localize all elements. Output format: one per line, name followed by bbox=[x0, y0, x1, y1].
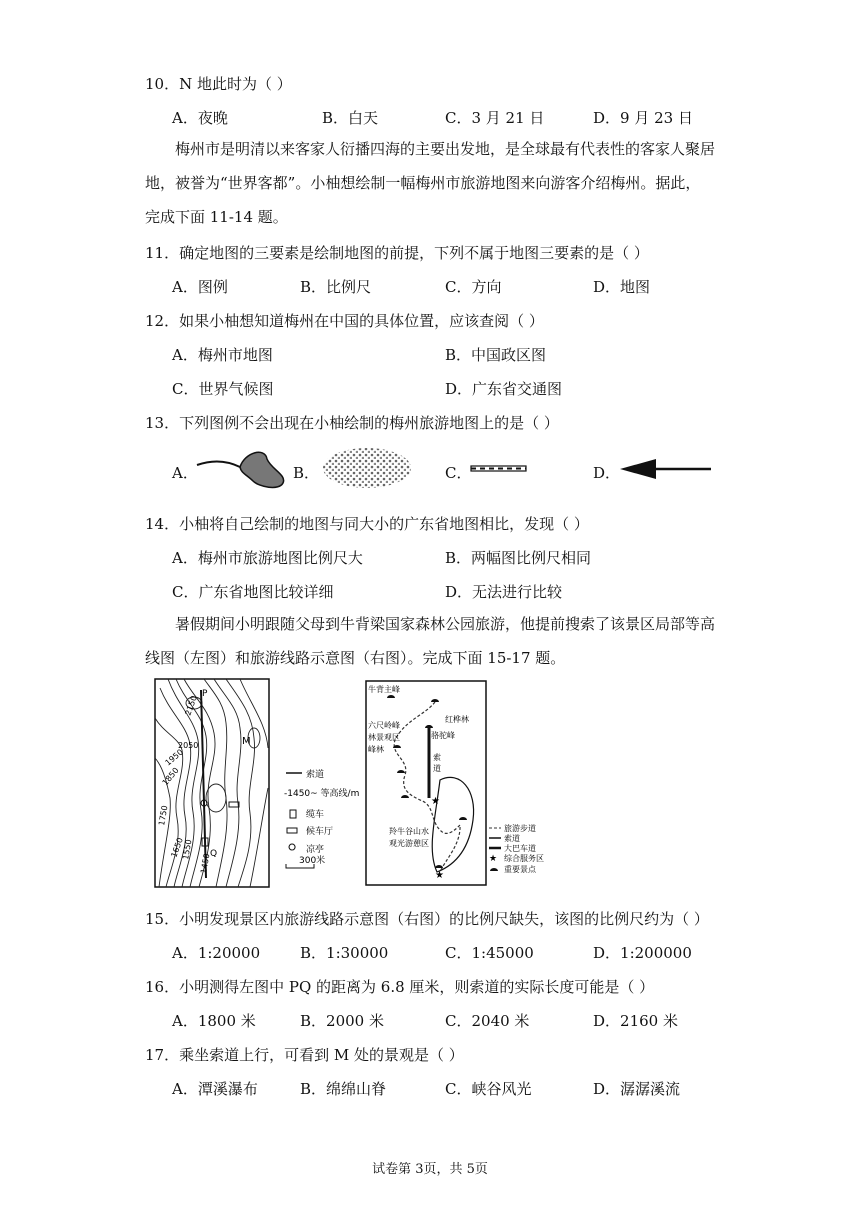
point-p: P bbox=[202, 689, 208, 699]
q16-stem: 16．小明测得左图中 PQ 的距离为 6.8 厘米，则索道的实际长度可能是（ ） bbox=[145, 978, 655, 996]
legend-cableway: 索道 bbox=[306, 770, 325, 780]
q15-option-b[interactable]: B．1:30000 bbox=[300, 944, 389, 962]
q14-stem: 14．小柚将自己绘制的地图与同大小的广东省地图相比，发现（ ） bbox=[145, 515, 589, 533]
q16-option-b[interactable]: B．2000 米 bbox=[300, 1012, 384, 1030]
q15-option-c[interactable]: C．1:45000 bbox=[445, 944, 534, 962]
label-red-birch-forest: 红桦林 bbox=[445, 715, 469, 724]
q17-stem: 17．乘坐索道上行，可看到 M 处的景观是（ ） bbox=[145, 1046, 464, 1064]
legend-pavilion-icon bbox=[289, 844, 295, 850]
svg-text:★: ★ bbox=[431, 796, 440, 807]
contour-label-1550: 1550 bbox=[181, 838, 194, 861]
q11-option-a[interactable]: A．图例 bbox=[172, 278, 228, 296]
legend-key-spot: 重要景点 bbox=[504, 865, 536, 874]
q16-option-a[interactable]: A．1800 米 bbox=[172, 1012, 256, 1030]
contour-label-2150: 2150 bbox=[183, 694, 199, 717]
legend-bus-road: 大巴车道 bbox=[504, 844, 536, 853]
contour-label-1850: 1850 bbox=[160, 765, 181, 788]
intro-paragraph-2: 暑假期间小明跟随父母到牛背梁国家森林公园旅游，他提前搜索了该景区局部等高线图（左图）和旅游线路示意图（右图）。完成下面 15-17 题。 bbox=[145, 615, 716, 667]
label-peak-forest: 峰林 bbox=[368, 745, 384, 754]
arrow-symbol bbox=[618, 458, 713, 480]
contour-label-1750: 1750 bbox=[157, 804, 170, 827]
q16-option-c[interactable]: C．2040 米 bbox=[445, 1012, 530, 1030]
q11-option-c[interactable]: C．方向 bbox=[445, 278, 502, 296]
label-valley: 羚牛谷山水 bbox=[389, 827, 429, 836]
lake-river-symbol bbox=[195, 447, 290, 492]
q17-option-a[interactable]: A．潭溪瀑布 bbox=[172, 1080, 258, 1098]
q12-option-a[interactable]: A．梅州市地图 bbox=[172, 346, 273, 364]
q12-option-c[interactable]: C．世界气候图 bbox=[172, 380, 274, 398]
q13-option-a[interactable]: A． bbox=[172, 464, 198, 482]
label-cable-2: 道 bbox=[433, 764, 441, 773]
legend-cable-car-icon bbox=[290, 810, 296, 818]
legend-service-area: 综合服务区 bbox=[504, 854, 544, 863]
contour-map bbox=[154, 678, 369, 890]
label-niubei-peak: 牛背主峰 bbox=[368, 685, 400, 694]
q10-option-c[interactable]: C．3 月 21 日 bbox=[445, 109, 545, 127]
q17-option-d[interactable]: D．潺潺溪流 bbox=[593, 1080, 681, 1098]
q13-option-d[interactable]: D． bbox=[593, 464, 621, 482]
q12-option-b[interactable]: B．中国政区图 bbox=[445, 346, 547, 364]
scale-label: 300米 bbox=[299, 856, 326, 866]
label-camel-peak: 骆驼峰 bbox=[431, 731, 455, 740]
q11-option-d[interactable]: D．地图 bbox=[593, 278, 651, 296]
tour-route-map bbox=[365, 680, 544, 888]
legend-pavilion: 凉亭 bbox=[306, 845, 325, 855]
point-q: Q bbox=[210, 849, 218, 859]
q16-option-d[interactable]: D．2160 米 bbox=[593, 1012, 678, 1030]
q12-option-d[interactable]: D．广东省交通图 bbox=[445, 380, 563, 398]
label-cable-1: 索 bbox=[433, 753, 441, 762]
svg-text:★: ★ bbox=[435, 870, 444, 881]
q13-stem: 13．下列图例不会出现在小柚绘制的梅州旅游地图上的是（ ） bbox=[145, 414, 559, 432]
q15-option-d[interactable]: D．1:200000 bbox=[593, 944, 692, 962]
contour-label-1650: 1650 bbox=[169, 836, 185, 859]
svg-text:★: ★ bbox=[489, 854, 498, 864]
point-m: M bbox=[242, 736, 251, 747]
q10-option-d[interactable]: D．9 月 23 日 bbox=[593, 109, 693, 127]
legend-waiting-hall: 候车厅 bbox=[306, 827, 334, 837]
q12-stem: 12．如果小柚想知道梅州在中国的具体位置，应该查阅（ ） bbox=[145, 312, 544, 330]
label-recreation-area: 观光游憩区 bbox=[389, 839, 429, 848]
q10-option-a[interactable]: A．夜晚 bbox=[172, 109, 228, 127]
label-liuchi-ridge: 六尺岭峰 bbox=[368, 721, 400, 730]
q14-option-a[interactable]: A．梅州市旅游地图比例尺大 bbox=[172, 549, 363, 567]
q14-option-b[interactable]: B．两幅图比例尺相同 bbox=[445, 549, 592, 567]
contour-label-2050: 2050 bbox=[178, 741, 199, 750]
q15-option-a[interactable]: A．1:20000 bbox=[172, 944, 261, 962]
q11-stem: 11．确定地图的三要素是绘制地图的前提，下列不属于地图三要素的是（ ） bbox=[145, 244, 649, 262]
q17-option-c[interactable]: C．峡谷风光 bbox=[445, 1080, 532, 1098]
q11-option-b[interactable]: B．比例尺 bbox=[300, 278, 372, 296]
q15-stem: 15．小明发现景区内旅游线路示意图（右图）的比例尺缺失，该图的比例尺约为（ ） bbox=[145, 910, 709, 928]
legend-contour: -1450~ 等高线/m bbox=[284, 789, 360, 799]
dotted-area-symbol bbox=[322, 447, 412, 489]
q13-option-b[interactable]: B． bbox=[293, 464, 320, 482]
q14-option-c[interactable]: C．广东省地图比较详细 bbox=[172, 583, 334, 601]
contour-label-1950: 1950 bbox=[163, 747, 185, 768]
q14-option-d[interactable]: D．无法进行比较 bbox=[445, 583, 563, 601]
q17-option-b[interactable]: B．绵绵山脊 bbox=[300, 1080, 387, 1098]
legend-waiting-hall-icon bbox=[287, 828, 297, 833]
page-footer: 试卷第 3页，共 5页 bbox=[372, 1162, 488, 1177]
legend-cable-car: 缆车 bbox=[306, 810, 325, 820]
q13-option-c[interactable]: C． bbox=[445, 464, 472, 482]
railway-symbol bbox=[470, 462, 528, 476]
contour-label-1450: 1450 bbox=[199, 852, 212, 875]
legend-cableway-right: 索道 bbox=[504, 834, 520, 843]
label-forest-scenic: 林景观区 bbox=[368, 733, 400, 742]
intro-paragraph-1: 梅州市是明清以来客家人衍播四海的主要出发地，是全球最有代表性的客家人聚居地，被誉为“世界客都”。小柚想绘制一幅梅州市旅游地图来向游客介绍梅州。据此，完成下面 11-14 题。 bbox=[145, 140, 716, 226]
q10-stem: 10．N 地此时为（ ） bbox=[145, 75, 292, 93]
q10-option-b[interactable]: B．白天 bbox=[322, 109, 379, 127]
legend-trail: 旅游步道 bbox=[504, 824, 536, 833]
